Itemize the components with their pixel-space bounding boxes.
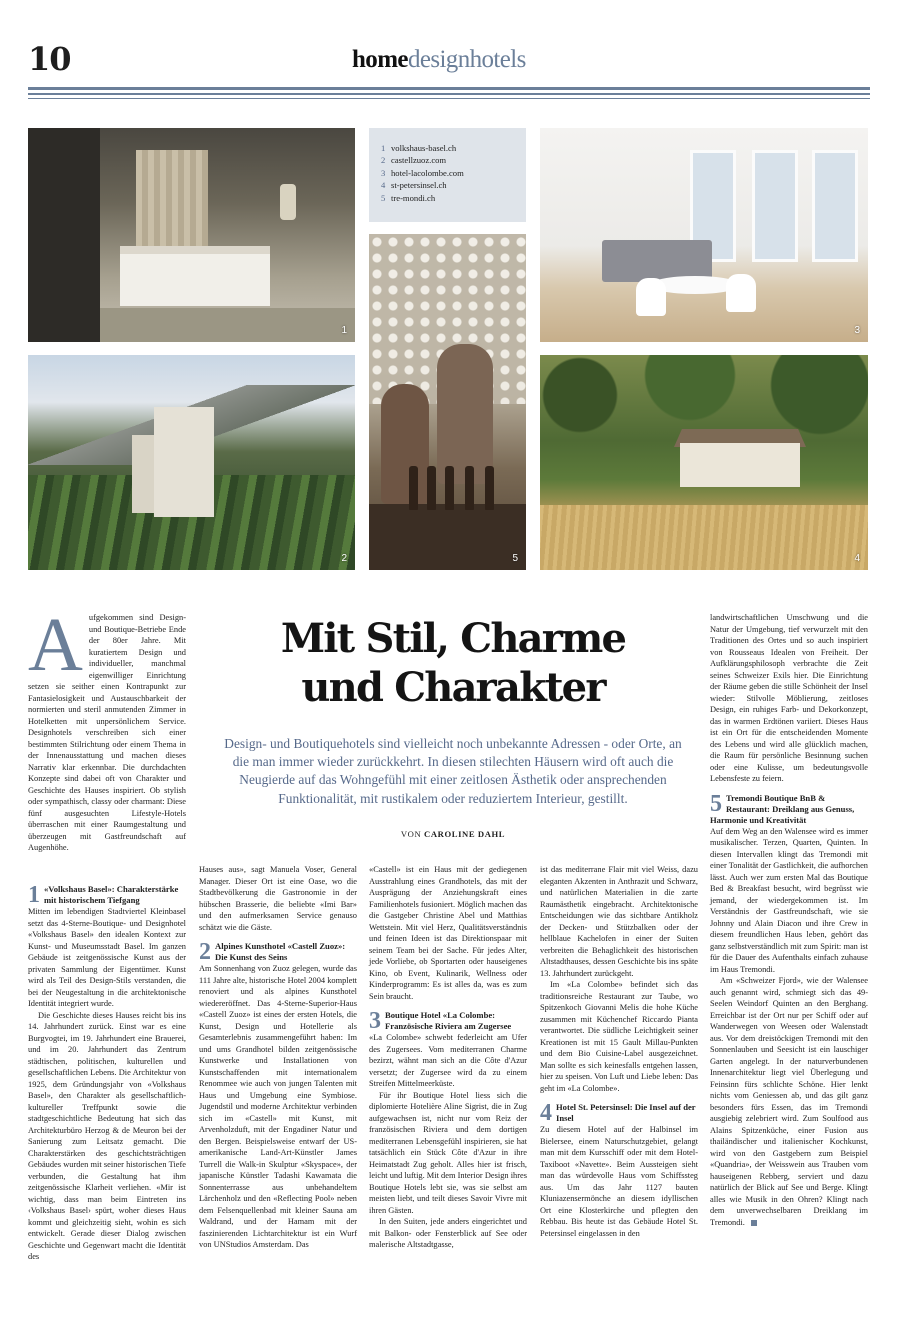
photo-number: 5: [512, 553, 518, 564]
section-heading: Hotel St. Petersinsel: Die Insel auf der Insel: [556, 1102, 696, 1123]
page-number: 10: [28, 40, 71, 78]
header-rule: [28, 87, 870, 90]
section-heading: Alpines Kunsthotel «Castell Zuoz»: Die Kunst des Seins: [215, 941, 346, 962]
source-link[interactable]: volkshaus-basel.ch: [391, 143, 457, 153]
photo-st-petersinsel: [540, 355, 868, 570]
section-castell: Hauses aus», sagt Manuela Voser, General Manager. Dieser Ort ist eine Oase, wo die Stadtbevölkerung die Gastronomie in der hübschen Brasserie, die beliebte «Imi Bar» und den aufmerksamen Service genauso schätzt wie die Gäste. 2 Alpines Kunsthotel «Castell Zuoz»: Die Kunst des Seins Am Sonnenhang von Zuoz gelegen, wurde das 111 Jahre alte, historische Hotel 2004 komplett renoviert und als alpines Kunsthotel wiedereröffnet. Das 4-Sterne-Superior-Haus «Castell Zuoz» ist eines der ersten Hotels, die Kunst, Design und Hotellerie als Gesamterlebnis zusammengeführt haben: Im und ums Grandhotel bilden zeitgenössische Kunstwerke und Installationen von Kunstschaffenden mit internationalem Renommee wie auch von jungen Talenten mit Haus und Umgebung eine Symbiose. Jugendstil und moderne Architektur verbinden sich im «Castell» mit Kunst, mit Arvenholzduft, mit der Engadiner Natur und den Bergen. Beispielsweise entwarf der US-amerikanische Land-Art-Künstler James Turrell die Walk-in Skulptur «Skyspace», der japanische Künstler Tadashi Kawamata die Sonnenterrasse aus unbehandeltem Lärchenholz und den «Reflecting Pool» neben dem Felsenquellenbad mit kleiner Sauna am Waldrand, und der Hamam mit der faszinierenden Lichtarchitektur ist ein Wurf von UNStudios Amsterdam. Das: [199, 865, 357, 1249]
photo-number: 2: [341, 553, 347, 564]
source-item: 4 st-petersinsel.ch: [381, 180, 447, 191]
photo-tremondi-hosts: [369, 234, 526, 570]
section-number: 2: [199, 941, 211, 963]
photo-castell-zuoz: [28, 355, 355, 570]
section-number: 1: [28, 884, 40, 906]
section-heading: «Volkshaus Basel»: Charakterstärke mit historischem Tiefgang: [44, 884, 179, 905]
section-tremondi: landwirtschaftlichen Umschwung und die Natur der Umgebung, tief verwurzelt mit den Traditionen des Ortes und so auch inspiriert von Rousseaus Idealen von Freiheit. Der Aufklärungsphilosoph verbrachte die Zeit seines Schweizer Exils hier. Die Einrichtung der Räume geben die stille Schönheit der Insel wieder: Stilvolle Möblierung, zeitloses Design, ein ruhiges Farb- und Dekorkonzept, das in warmen Erdtönen variiert. Dieses Haus ist ein Ort für die entscheidenden Momente des Lebens und wird alle glücklich machen, die Raum für persönliche Besinnung suchen oder eine Kulisse, um bedeutungsvolle Lebensfeste zu feiern. 5 Tremondi Boutique BnB & Restaurant: Dreiklang aus Genuss, Harmonie und Kreativität Auf dem Weg an den Walensee wird es immer musikalischer. Terzen, Quarten, Quinten. In diesen Intervallen klingt das Tremondi mit einer Tonalität der Gastlichkeit, die aufhorchen lässt. Auch wer zum ersten Mal das Boutique Bed & Breakfast besucht, wird begrüsst wie jemand, der wiedergekommen ist. Im Verständnis der Gastfreundschaft, wie sie Johnny und Alain Diacon und ihre Crew in diesem freundlichen Haus leben, gehört das ganz selbstverständlich mit zum Spirit: man ist für die Dauer des Aufenthalts einfach zuhause im Haus Tremondi. Am «Schweizer Fjord», wie der Walensee auch genannt wird, schmiegt sich das 49-Seelen Weindorf Quinten an den Berghang. Erreichbar ist der Ort nur per Schiff oder auf Wanderwegen von Weesen oder Walenstadt aus. Vor dem dreistöckigen Tremondi mit den Sonnenlauben und Seesicht ist ein lauschiger Garten angelegt. In der naturverbundenen Innenarchitektur liegt viel Überlegung und Feinsinn fürs schlichte Schöne. Hier lenkt nichts vom Geniessen ab, und das gilt ganz besonders fürs Essen, das im Tremondi ausgiebig zelebriert wird. Zum Soulfood aus Alains Spitzenküche, einer Fusion aus thailändischer und italienischer Kochkunst, wird von den Gastgebern zum Beispiel «Quandria», der Weisswein aus Trauben vom hauseigenen Rebberg, serviert und dazu natürlich der Blick auf See und Berge. Klingt alles wie Musik in den Ohren? Klingt nach dem unverwechselbaren Dreiklang im Tremondi.: [710, 613, 868, 1227]
photo-la-colombe-suite: [540, 128, 868, 342]
section-number: 4: [540, 1102, 552, 1124]
source-item: 5 tre-mondi.ch: [381, 192, 436, 203]
section-number: 3: [369, 1010, 381, 1032]
source-link[interactable]: hotel-lacolombe.com: [391, 167, 464, 178]
intro-column: [28, 603, 186, 854]
drop-cap: A: [28, 603, 83, 687]
source-item: 1 volkshaus-basel.ch: [381, 143, 457, 153]
section-la-colombe: «Castell» ist ein Haus mit der gediegenen Ausstrahlung eines Grandhotels, das mit der Ausprägung der Anziehungskraft eines Familienhotels fusioniert. Möglich machen das die Gastgeber Christine Abel und Matthias Wettstein. Mit viel Herz, Qualitätsverständnis und feinen Ideen ist das Direktionspaar mit seinem Team bei der Sache. Für jedes Alter, jede Vorliebe, ob Sportarten oder hauseigenes Kino, ob Event, Kulinarik, Wellness oder Kinderprogramm: Es ist alles da, was es zum Sein braucht. 3 Boutique Hotel «La Colombe: Französische Riviera am Zugersee «La Colombe» schwebt federleicht am Ufer des Zugersees. Vom mediterranen Charme bezirzt, wähnt man sich an die Côte d'Azur versetzt; der Zugersee wird da zu einem Streifen Mittelmeerküste. Für ihr Boutique Hotel liess sich die diplomierte Hotelière Aline Sigrist, die in Zug aufgewachsen ist, nicht nur vom Reiz der französischen Riviera und dem dortigen mediterranen Lebensgefühl inspirieren, sie hat tatsächlich ein Stück Côte d'Azur in ihre Heimatstadt Zug geholt. Alles hier ist frisch, leicht und luftig. Mit dem Interior Design ihres Boutique Hotels lebt sie, was sie selbst am meisten liebt, und teilt dieses Savoir Vivre mit ihren Gästen. In den Suiten, jede anders eingerichtet und mit Balkon- oder Fensterblick auf See oder malerische Altstadtgasse,: [369, 865, 527, 1249]
header-rule: [28, 93, 870, 95]
source-link[interactable]: castellzuoz.com: [391, 155, 447, 166]
photo-number: 3: [854, 325, 860, 336]
section-heading: Boutique Hotel «La Colombe: Französische Riviera am Zugersee: [385, 1010, 512, 1031]
photo-volkshaus-basel-room: [28, 128, 355, 342]
section-heading: Tremondi Boutique BnB & Restaurant: Dreiklang aus Genuss, Harmonie und Kreativität: [710, 792, 855, 825]
article-subhead: Design- und Boutiquehotels sind vielleicht noch unbekannte Adressen - oder Orte, an die man immer wieder zurückkehrt. In diesen stilechten Häusern wird oft auch die Neugierde auf das Wohngefühl mit einer zeitlosen Ästhetik oder ansprechenden Funktionalität, mit rustikalem oder reduziertem Interieur, gestillt.: [224, 736, 682, 806]
masthead-logo: [352, 46, 526, 74]
section-number: 5: [710, 792, 722, 817]
photo-number: 1: [341, 325, 347, 336]
source-link[interactable]: st-petersinsel.ch: [391, 180, 447, 191]
source-link[interactable]: tre-mondi.ch: [391, 192, 436, 203]
source-item: 3 hotel-lacolombe.com: [381, 167, 464, 178]
end-of-article-mark: [751, 1220, 757, 1226]
photo-number: 4: [854, 553, 860, 564]
masthead-designhotels: designhotels: [407, 46, 526, 73]
source-item: 2 castellzuoz.com: [381, 155, 447, 166]
masthead-home: home: [352, 46, 408, 73]
header-rule: [28, 98, 870, 99]
section-st-petersinsel: ist das mediterrane Flair mit viel Weiss, dazu eleganten Akzenten in Anthrazit und Schwarz, und natürlichen Materialien in die zarte Raumästhetik eingebracht. Architektonische Entscheidungen wie das sichtbare Antikholz der Decken- und Stützbalken oder der hellblaue Kachelofen in einer der Suiten verbreiten die Behaglichkeit des historischen Altstadthauses, dessen Geschichte bis ins späte 13. Jahrhundert zurückgeht. Im «La Colombe» befindet sich das traditionsreiche Restaurant zur Taube, wo Spitzenkoch Giovanni Melis die hohe Küche zusammen mit Küchenchef Riccardo Pianta verantwortet. Die südliche Leichtigkeit seiner Kreationen ist mit 15 Gault Millau-Punkten und dem Bio Cuisine-Label ausgezeichnet. Man sollte es sich keinesfalls entgehen lassen, hier zu speisen. Von Luft und Liebe leben: Das geht im «La Colombe». 4 Hotel St. Petersinsel: Die Insel auf der Insel Zu diesem Hotel auf der Halbinsel im Bielersee, einem Naturschutzgebiet, gelangt man mit dem Kursschiff oder mit dem Hotel-Taxiboot «Navette». Beim Aussteigen sieht man das würdevolle Haus vom Schiffssteg aus. Um das Jahr 1127 bauten Kluniazensermönche an diesem idyllischen Ort eine Klosterkirche und pflegten den Rebbau. Bis heute ist das Gebäude Hotel St. Petersinsel eingelassen in den: [540, 865, 698, 1238]
article-headline: Mit Stil, Charme und Charakter: [280, 615, 626, 711]
section-volkshaus: 1 «Volkshaus Basel»: Charakterstärke mit historischem Tiefgang Mitten im lebendigen Stadtviertel Kleinbasel setzt das 4-Sterne-Boutique- und Designhotel «Volkshaus Basel» den idealen Kontext zur Kunst- und Museumsstadt Basel. Im ganzen Gebäude ist zeitgenössische Kunst aus der privaten Sammlung der Eigentümer. Kunst wird als Teil des Design-Stils verstanden, die bei der Neugestaltung in die architektonische Identität integriert wurde. Die Geschichte dieses Hauses reicht bis ins 14. Jahrhundert zurück. Einst war es eine Burgvogtei, im 19. Jahrhundert eine Brauerei, und im 20. Jahrhundert das Zentrum städtischen, politischen, kulturellen und gesellschaftlichen Lebens. Die Architektur von 1925, dem Gründungsjahr von «Volkshaus Basel», den Charakter als gesellschaftlich-kultureller Treffpunkt sowie die stadtgeschichtliche Bedeutung hat sich das Architekturbüro Herzog & de Meuron bei der Sanierung zum Leitsatz gemacht. Die Charakterstärken des geschichtsträchtigen Gebäudes wurden mit seiner historischen Tiefe verbunden, die Gestaltung hat ihm zeitgenössische Klarheit verliehen. «Mir ist wichtig, dass man beim Eintreten ins ‹Volkshaus Basel› spürt, woher dieses Haus kommt und gleichzeitig sieht, wohin es sich entwickelt. Gerade dieser Dialog zwischen Geschichte und Gegenwart macht die Identität des: [28, 884, 186, 1261]
byline: VON CAROLINE DAHL: [400, 829, 506, 839]
sources-box: [369, 128, 526, 222]
intro-text: ufgekommen sind Design- und Boutique-Betriebe Ende der 80er Jahre. Mit kuratiertem Design und individueller, manchmal eigenwilliger Einrichtung setzen sie seither einen Kontrapunkt zur Fantasielosigkeit und Austauschbarkeit der normierten und steril anmutenden Zimmer in Hotelketten mit unpersönlichem Service. Designhotels verschreiben sich einer bestimmten Stilrichtung oder einem Thema in der Innenausstattung und machen dieses Narrativ klar erkennbar. Die durchdachten Konzepte sind dabei oft von Charakter und Geschichte des Hauses inspiriert. Ob stylish oder sympathisch, classy oder charmant: Diese fünf ausgesuchten Lifestyle-Hotels überraschen mit einer Raumgestaltung und überzeugen mit Gastfreundschaft auf Augenhöhe.: [28, 613, 186, 852]
